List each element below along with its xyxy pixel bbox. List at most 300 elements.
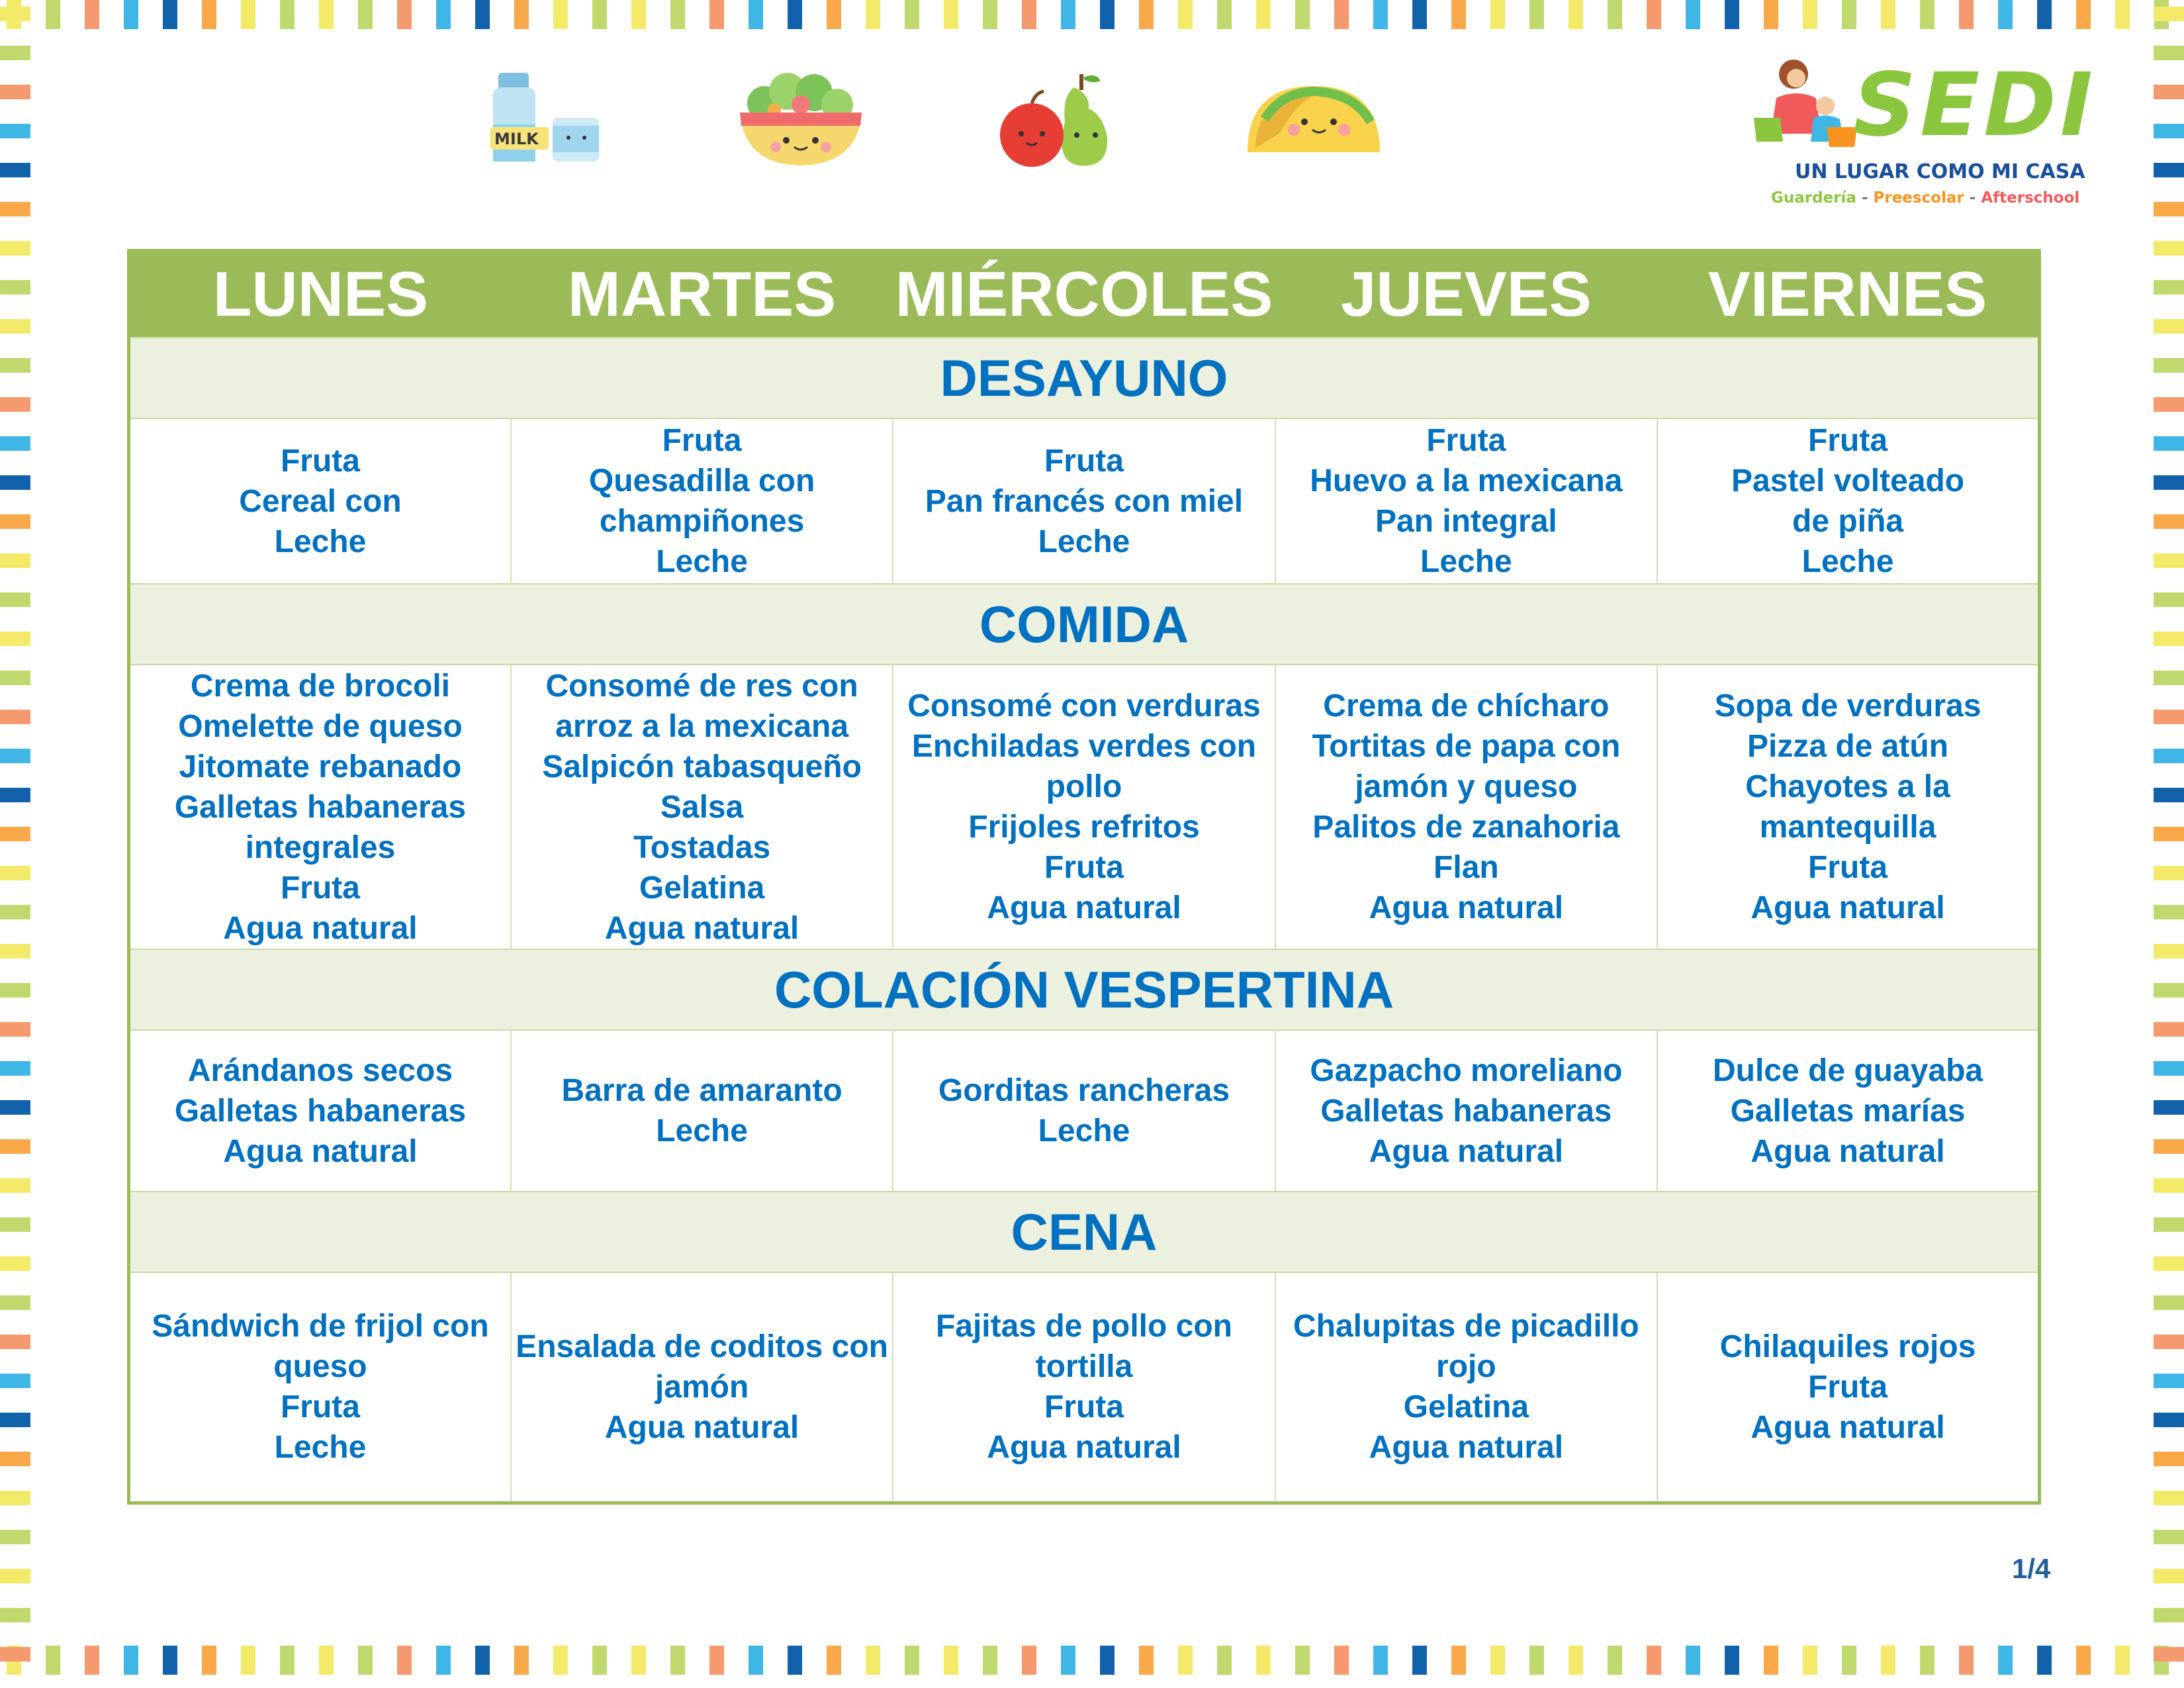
border-stripe <box>1725 0 1739 29</box>
border-stripe <box>1920 1646 1934 1675</box>
taco-icon <box>1241 79 1387 165</box>
logo-tagline: UN LUGAR COMO MI CASA <box>1795 160 2085 183</box>
border-stripe <box>983 1646 997 1675</box>
border-stripe <box>2154 944 2184 959</box>
border-stripe <box>163 0 177 29</box>
logo-service-label: Preescolar <box>1873 189 1964 207</box>
border-stripe <box>7 0 21 29</box>
border-stripe <box>1490 1646 1505 1675</box>
border-stripe <box>670 1646 685 1675</box>
day-header: MIÉRCOLES <box>893 251 1275 338</box>
border-stripe <box>0 827 30 841</box>
border-stripe <box>2154 85 2184 99</box>
border-stripe <box>1998 0 2013 29</box>
meal-item: Gazpacho moreliano <box>1310 1053 1623 1088</box>
border-stripe <box>0 1295 30 1310</box>
border-stripe <box>0 319 30 334</box>
border-stripe <box>1100 0 1115 29</box>
meal-item: Fajitas de pollo con <box>935 1309 1232 1344</box>
border-stripe <box>0 905 30 919</box>
border-stripe <box>0 1413 30 1427</box>
border-stripe <box>1881 0 1895 29</box>
border-stripe <box>0 749 30 763</box>
meal-cell <box>511 665 893 949</box>
border-stripe <box>0 7 30 21</box>
border-stripe <box>2154 1022 2184 1037</box>
border-stripe <box>397 0 412 29</box>
border-stripe <box>2154 124 2184 138</box>
meal-item: Gorditas rancheras <box>938 1073 1230 1108</box>
border-stripe <box>0 1569 30 1583</box>
meal-item: Leche <box>656 1113 748 1149</box>
meal-item: Fruta <box>1808 423 1888 458</box>
border-stripe <box>2154 202 2184 216</box>
meal-items-row <box>129 1030 2040 1192</box>
border-stripe <box>0 1530 30 1544</box>
border-stripe <box>2154 827 2184 841</box>
meal-item: rojo <box>1436 1349 1496 1385</box>
border-stripe <box>788 1646 802 1675</box>
sedi-logo <box>1747 54 2097 213</box>
border-stripe <box>2154 1608 2184 1622</box>
border-stripe <box>0 358 30 373</box>
border-stripe <box>2154 1139 2184 1154</box>
meal-item: Huevo a la mexicana <box>1310 463 1623 498</box>
border-stripe <box>2154 436 2184 451</box>
meal-item: Agua natural <box>987 890 1181 925</box>
border-stripe <box>1139 1646 1154 1675</box>
border-stripe <box>2154 1569 2184 1583</box>
border-stripe <box>2154 7 2184 21</box>
meal-item: mantequilla <box>1759 810 1936 845</box>
border-stripe <box>2154 1413 2184 1427</box>
border-stripe <box>1529 1646 1544 1675</box>
border-stripe <box>0 1217 30 1232</box>
salad-icon <box>735 71 867 171</box>
border-stripe <box>983 0 997 29</box>
border-stripe <box>1647 1646 1661 1675</box>
day-header: VIERNES <box>1657 251 2039 338</box>
meal-item: Leche <box>274 1430 367 1466</box>
border-stripe <box>0 983 30 998</box>
border-stripe <box>475 1646 490 1675</box>
border-stripe <box>1451 1646 1466 1675</box>
meal-item: jamón <box>655 1369 749 1405</box>
meal-item: pollo <box>1046 769 1122 804</box>
border-stripe <box>1764 0 1778 29</box>
decorative-border-right <box>2154 0 2184 1688</box>
day-header: LUNES <box>129 251 511 338</box>
meal-item: Agua natural <box>987 1430 1181 1466</box>
meal-item: Fruta <box>280 443 360 479</box>
border-stripe <box>2154 163 2184 177</box>
border-stripe <box>85 0 99 29</box>
border-stripe <box>124 0 138 29</box>
meal-item: Galletas marías <box>1730 1093 1966 1129</box>
border-stripe <box>1920 0 1934 29</box>
border-stripe <box>1803 1646 1817 1675</box>
logo-service-label: Afterschool <box>1981 189 2080 207</box>
border-stripe <box>163 1646 177 1675</box>
border-stripe <box>46 1646 60 1675</box>
border-stripe <box>1608 1646 1622 1675</box>
border-stripe <box>827 0 841 29</box>
border-stripe <box>1451 0 1466 29</box>
border-stripe <box>1998 1646 2013 1675</box>
border-stripe <box>749 1646 763 1675</box>
border-stripe <box>202 0 216 29</box>
meal-item: Tortitas de papa con <box>1312 729 1621 764</box>
meal-cell <box>1275 1272 1657 1503</box>
border-stripe <box>280 0 295 29</box>
border-stripe <box>46 0 60 29</box>
border-stripe <box>788 0 802 29</box>
border-stripe <box>2076 1646 2091 1675</box>
meal-section-title: DESAYUNO <box>129 338 2040 418</box>
border-stripe <box>1139 0 1154 29</box>
meal-cell <box>893 1030 1275 1192</box>
border-stripe <box>866 0 880 29</box>
border-stripe <box>0 1178 30 1193</box>
logo-services <box>1771 189 2079 207</box>
border-stripe <box>2154 1256 2184 1271</box>
meal-item: Chilaquiles rojos <box>1719 1329 1976 1364</box>
border-stripe <box>85 1646 99 1675</box>
border-stripe <box>2154 1647 2184 1662</box>
border-stripe <box>0 1061 30 1076</box>
meal-item: Cereal con <box>239 483 402 519</box>
border-stripe <box>2154 632 2184 646</box>
meal-item: Dulce de guayaba <box>1712 1053 1983 1088</box>
meal-item: Flan <box>1433 850 1499 885</box>
border-stripe <box>944 1646 958 1675</box>
border-stripe <box>1295 0 1310 29</box>
border-stripe <box>2154 1452 2184 1466</box>
logo-name: SEDI <box>1853 54 2097 156</box>
border-stripe <box>1256 0 1271 29</box>
meal-item: Chalupitas de picadillo <box>1293 1309 1639 1344</box>
border-stripe <box>0 85 30 99</box>
border-stripe <box>0 788 30 802</box>
meal-cell <box>893 418 1275 584</box>
border-stripe <box>2154 671 2184 685</box>
meal-item: Gelatina <box>1403 1389 1529 1425</box>
border-stripe <box>436 1646 451 1675</box>
border-stripe <box>2154 592 2184 607</box>
meal-item: Fruta <box>280 870 360 906</box>
border-stripe <box>0 592 30 607</box>
border-stripe <box>1686 1646 1700 1675</box>
border-stripe <box>1803 0 1817 29</box>
border-stripe <box>2154 46 2184 60</box>
border-stripe <box>2154 1217 2184 1232</box>
meal-section-title: COLACIÓN VESPERTINA <box>129 949 2040 1030</box>
family-illustration-icon <box>1747 54 1860 154</box>
border-stripe <box>7 1646 21 1675</box>
meal-cell <box>129 1030 511 1192</box>
meal-item: Fruta <box>662 423 742 458</box>
border-stripe <box>827 1646 841 1675</box>
meal-item: Consomé con verduras <box>907 688 1261 724</box>
border-stripe <box>514 1646 529 1675</box>
meal-item: Leche <box>656 544 748 579</box>
border-stripe <box>1686 0 1700 29</box>
day-header: MARTES <box>511 251 893 338</box>
border-stripe <box>2154 1100 2184 1115</box>
meal-cell <box>1657 1030 2039 1192</box>
border-stripe <box>0 397 30 412</box>
border-stripe <box>2154 514 2184 529</box>
meal-item: Pastel volteado <box>1731 463 1965 498</box>
border-stripe <box>0 1647 30 1662</box>
meal-item: Agua natural <box>1751 1133 1945 1169</box>
border-stripe <box>1959 0 1974 29</box>
border-stripe <box>0 553 30 568</box>
border-stripe <box>592 0 607 29</box>
border-stripe <box>1373 1646 1388 1675</box>
border-stripe <box>709 1646 724 1675</box>
border-stripe <box>2154 280 2184 295</box>
decorative-border-bottom <box>0 1646 2184 1675</box>
border-stripe <box>2154 241 2184 256</box>
border-stripe <box>2154 1491 2184 1505</box>
meal-item: Leche <box>1420 544 1512 579</box>
border-stripe <box>2154 749 2184 763</box>
border-stripe <box>1334 1646 1349 1675</box>
border-stripe <box>631 0 646 29</box>
meal-items-row <box>129 665 2040 949</box>
meal-cell <box>129 418 511 584</box>
meal-item: Jitomate rebanado <box>179 749 462 784</box>
border-stripe <box>0 163 30 177</box>
meal-item: Barra de amaranto <box>561 1073 842 1108</box>
border-stripe <box>0 46 30 60</box>
border-stripe <box>1100 1646 1115 1675</box>
border-stripe <box>1529 0 1544 29</box>
border-stripe <box>1022 1646 1036 1675</box>
border-stripe <box>2154 1530 2184 1544</box>
meal-item: Agua natural <box>223 910 418 946</box>
border-stripe <box>0 280 30 295</box>
border-stripe <box>866 1646 880 1675</box>
meal-cell <box>129 665 511 949</box>
meal-item: Fruta <box>1808 850 1888 885</box>
border-stripe <box>1373 0 1388 29</box>
border-stripe <box>1295 1646 1310 1675</box>
meal-item: Galletas habaneras <box>1320 1093 1612 1129</box>
border-stripe <box>2154 1335 2184 1349</box>
border-stripe <box>1178 1646 1193 1675</box>
meal-section-header <box>129 584 2040 665</box>
border-stripe <box>1569 0 1583 29</box>
border-stripe <box>2154 1646 2169 1675</box>
meal-item: Agua natural <box>1369 1133 1564 1169</box>
border-stripe <box>2037 0 2052 29</box>
meal-item: Fruta <box>1426 423 1506 458</box>
border-stripe <box>1608 0 1622 29</box>
border-stripe <box>1569 1646 1583 1675</box>
border-stripe <box>2154 475 2184 490</box>
border-stripe <box>1256 1646 1271 1675</box>
border-stripe <box>2076 0 2091 29</box>
logo-service-label: - <box>1856 189 1874 207</box>
border-stripe <box>1490 0 1505 29</box>
border-stripe <box>0 944 30 959</box>
meal-cell <box>129 1272 511 1503</box>
meal-item: de piña <box>1792 504 1904 539</box>
border-stripe <box>0 1256 30 1271</box>
meal-item: Tostadas <box>633 829 771 865</box>
border-stripe <box>1412 1646 1427 1675</box>
border-stripe <box>0 436 30 451</box>
meal-item: Fruta <box>280 1389 360 1425</box>
border-stripe <box>1647 0 1661 29</box>
meal-cell <box>511 418 893 584</box>
meal-cell <box>511 1272 893 1503</box>
weekly-menu-table <box>127 249 2041 1505</box>
meal-item: Agua natural <box>604 910 799 946</box>
meal-item: Salsa <box>660 789 744 825</box>
meal-item: Crema de brocoli <box>190 668 450 704</box>
border-stripe <box>0 514 30 529</box>
meal-cell <box>1275 665 1657 949</box>
border-stripe <box>2154 0 2169 29</box>
border-stripe <box>709 0 724 29</box>
border-stripe <box>2154 358 2184 373</box>
meal-items-row <box>129 1272 2040 1503</box>
meal-item: Frijoles refritos <box>968 810 1200 845</box>
border-stripe <box>280 1646 295 1675</box>
border-stripe <box>0 632 30 646</box>
border-stripe <box>0 1100 30 1115</box>
meal-cell <box>1657 665 2039 949</box>
logo-service-label: - <box>1964 189 1981 207</box>
meal-item: Sopa de verduras <box>1714 688 1981 724</box>
border-stripe <box>0 1452 30 1466</box>
meal-item: tortilla <box>1035 1349 1133 1385</box>
meal-item: Enchiladas verdes con <box>911 729 1257 764</box>
border-stripe <box>0 1608 30 1622</box>
border-stripe <box>1178 0 1193 29</box>
border-stripe <box>749 0 763 29</box>
border-stripe <box>319 1646 334 1675</box>
meal-item: Fruta <box>1044 1389 1124 1425</box>
meal-item: Chayotes a la <box>1745 769 1950 804</box>
decorative-border-top <box>0 0 2184 29</box>
border-stripe <box>1725 1646 1739 1675</box>
milk-label: MILK <box>494 130 539 148</box>
meal-item: Palitos de zanahoria <box>1312 810 1620 845</box>
border-stripe <box>2115 0 2130 29</box>
meal-item: Crema de chícharo <box>1323 688 1610 724</box>
border-stripe <box>1217 1646 1232 1675</box>
meal-item: Pan francés con miel <box>925 483 1244 519</box>
border-stripe <box>1217 0 1232 29</box>
meal-item: Agua natural <box>604 1409 799 1445</box>
border-stripe <box>0 1374 30 1388</box>
meal-item: Pan integral <box>1375 504 1557 539</box>
meal-item: Sándwich de frijol con <box>152 1309 489 1344</box>
border-stripe <box>2115 1646 2130 1675</box>
meal-cell <box>1275 1030 1657 1192</box>
meal-item: Pizza de atún <box>1747 729 1949 764</box>
border-stripe <box>241 0 255 29</box>
border-stripe <box>2154 1061 2184 1076</box>
meal-item: Fruta <box>1044 850 1124 885</box>
meal-section-title: COMIDA <box>129 584 2040 665</box>
border-stripe <box>553 0 568 29</box>
border-stripe <box>631 1646 646 1675</box>
border-stripe <box>944 0 958 29</box>
milk-icon <box>486 69 606 168</box>
meal-section-header <box>129 949 2040 1030</box>
border-stripe <box>1764 1646 1778 1675</box>
meal-item: Leche <box>1038 1113 1130 1149</box>
meal-item: Gelatina <box>639 870 765 906</box>
border-stripe <box>1061 0 1075 29</box>
meal-cell <box>1657 418 2039 584</box>
meal-item: Fruta <box>1808 1369 1888 1405</box>
border-stripe <box>2154 905 2184 919</box>
border-stripe <box>514 0 529 29</box>
border-stripe <box>2154 397 2184 412</box>
border-stripe <box>1022 0 1036 29</box>
fruit-icon <box>996 69 1115 168</box>
border-stripe <box>358 0 373 29</box>
meal-section-header <box>129 1192 2040 1272</box>
page-number: 1/4 <box>2012 1553 2051 1584</box>
border-stripe <box>1881 1646 1895 1675</box>
meal-items-row <box>129 418 2040 584</box>
border-stripe <box>1061 1646 1075 1675</box>
border-stripe <box>124 1646 138 1675</box>
meal-item: champiñones <box>599 504 805 539</box>
border-stripe <box>670 0 685 29</box>
border-stripe <box>1842 1646 1856 1675</box>
border-stripe <box>2154 866 2184 880</box>
meal-item: Agua natural <box>1369 1430 1564 1466</box>
border-stripe <box>592 1646 607 1675</box>
meal-item: Galletas habaneras <box>174 1093 467 1129</box>
meal-item: Fruta <box>1044 443 1124 479</box>
meal-item: Leche <box>274 524 367 559</box>
border-stripe <box>0 202 30 216</box>
border-stripe <box>2154 1295 2184 1310</box>
border-stripe <box>2154 553 2184 568</box>
meal-section-title: CENA <box>129 1192 2040 1272</box>
border-stripe <box>0 475 30 490</box>
meal-item: Arándanos secos <box>187 1053 453 1088</box>
border-stripe <box>553 1646 568 1675</box>
border-stripe <box>0 1335 30 1349</box>
border-stripe <box>2154 983 2184 998</box>
border-stripe <box>475 0 490 29</box>
meal-item: jamón y queso <box>1355 769 1578 804</box>
meal-item: Ensalada de coditos con <box>516 1329 888 1364</box>
border-stripe <box>1412 0 1427 29</box>
meal-item: arroz a la mexicana <box>555 708 849 744</box>
border-stripe <box>2154 788 2184 802</box>
border-stripe <box>0 1022 30 1037</box>
border-stripe <box>0 671 30 685</box>
meal-item: integrales <box>245 829 396 865</box>
border-stripe <box>1842 0 1856 29</box>
border-stripe <box>0 710 30 724</box>
meal-item: Consomé de res con <box>545 668 858 704</box>
meal-item: Agua natural <box>223 1133 418 1169</box>
border-stripe <box>0 1491 30 1505</box>
meal-item: queso <box>273 1349 367 1385</box>
